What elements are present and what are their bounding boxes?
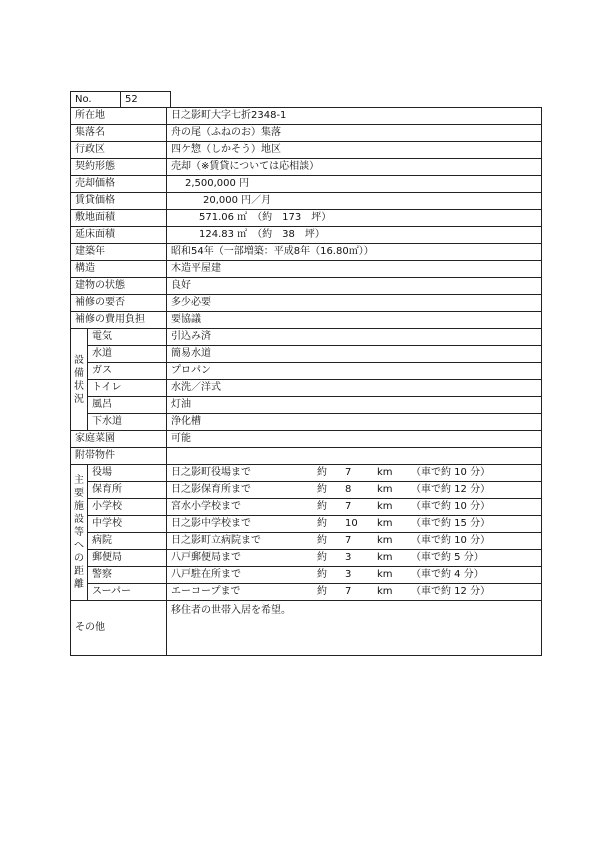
row-value: 多少必要 [167,295,542,312]
info-row-district [71,142,542,159]
distance-value [167,533,542,550]
distance-unit: km [377,467,393,478]
row-value: 木造平屋建 [167,261,542,278]
distance-label: 警察 [88,567,167,584]
distance-number: 3 [345,552,352,563]
distance-time: （車で約 10 分） [411,501,491,512]
distance-time: （車で約 10 分） [411,467,491,478]
distance-place: 日之影保育所まで [171,484,251,495]
row-value: 可能 [167,431,542,448]
distance-number: 3 [345,569,352,580]
row-value: 20,000 円／月 [167,193,542,210]
row-value: 2,500,000 円 [167,176,542,193]
row-value: 要協議 [167,312,542,329]
distance-row [71,465,542,482]
facility-value: 簡易水道 [167,346,542,363]
distance-value [167,482,542,499]
row-value: 四ケ惣（しかそう）地区 [167,142,542,159]
distance-approx: 約 [317,552,327,563]
row-value: 571.06 ㎡ （約 173 坪） [167,210,542,227]
distance-unit: km [377,518,393,529]
distance-number: 7 [345,501,352,512]
facility-row-electric [71,329,542,346]
distance-label: 役場 [88,465,167,482]
row-value: 良好 [167,278,542,295]
row-label: 延床面積 [71,227,167,244]
facility-label: 風呂 [88,397,167,414]
facility-row-water [71,346,542,363]
row-label: その他 [71,601,167,656]
no-value: 52 [121,92,171,108]
distance-number: 7 [345,467,352,478]
row-label: 構造 [71,261,167,278]
distance-place: 日之影中学校まで [171,518,251,529]
distance-row [71,499,542,516]
row-label: 売却価格 [71,176,167,193]
facility-label: 下水道 [88,414,167,431]
distance-row [71,533,542,550]
distance-label: スーパー [88,584,167,601]
distance-label: 保育所 [88,482,167,499]
facility-value: 引込み済 [167,329,542,346]
row-label: 契約形態 [71,159,167,176]
facility-row-toilet [71,380,542,397]
info-row-floor-area [71,227,542,244]
facility-row-sewer [71,414,542,431]
distance-place: 八戸郵便局まで [171,552,241,563]
row-value: 売却（※賃貸については応相談） [167,159,542,176]
info-row-land-area [71,210,542,227]
distance-value [167,516,542,533]
distance-time: （車で約 12 分） [411,586,491,597]
distance-row [71,482,542,499]
distance-time: （車で約 12 分） [411,484,491,495]
distance-place: エーコープまで [171,586,241,597]
facility-value: 浄化槽 [167,414,542,431]
facilities-group-label: 設備状況 [71,329,88,431]
info-row-attached [71,448,542,465]
distance-row [71,550,542,567]
property-info-table [70,107,542,656]
distance-value [167,584,542,601]
row-label: 敷地面積 [71,210,167,227]
row-label: 補修の費用負担 [71,312,167,329]
facility-row-gas [71,363,542,380]
distance-row [71,516,542,533]
info-row-village [71,125,542,142]
facility-label: ガス [88,363,167,380]
facility-label: 電気 [88,329,167,346]
distance-unit: km [377,569,393,580]
info-row-other [71,601,542,656]
facility-row-bath [71,397,542,414]
distance-approx: 約 [317,501,327,512]
distance-label: 中学校 [88,516,167,533]
distance-approx: 約 [317,484,327,495]
distance-unit: km [377,535,393,546]
distance-place: 宮水小学校まで [171,501,241,512]
distance-unit: km [377,586,393,597]
facility-label: トイレ [88,380,167,397]
distance-place: 日之影町役場まで [171,467,251,478]
facility-value: 水洗／洋式 [167,380,542,397]
distance-row [71,567,542,584]
distance-number: 8 [345,484,352,495]
distance-row [71,584,542,601]
distance-approx: 約 [317,467,327,478]
distance-number: 7 [345,535,352,546]
distance-place: 日之影町立病院まで [171,535,261,546]
distance-approx: 約 [317,518,327,529]
distance-time: （車で約 10 分） [411,535,491,546]
distance-unit: km [377,501,393,512]
row-value: 移住者の世帯入居を希望。 [167,601,542,656]
info-row-sale-price [71,176,542,193]
row-value [167,448,542,465]
row-value: 舟の尾（ふねのお）集落 [167,125,542,142]
distance-time: （車で約 5 分） [411,552,484,563]
distance-approx: 約 [317,586,327,597]
facility-label: 水道 [88,346,167,363]
property-number-table [70,91,171,108]
row-label: 家庭菜園 [71,431,167,448]
distance-unit: km [377,552,393,563]
info-row-address [71,108,542,125]
distance-place: 八戸駐在所まで [171,569,241,580]
row-value: 124.83 ㎡ （約 38 坪） [167,227,542,244]
row-label: 建物の状態 [71,278,167,295]
distance-value [167,567,542,584]
row-label: 補修の要否 [71,295,167,312]
distance-approx: 約 [317,569,327,580]
info-row-built-year [71,244,542,261]
row-value: 日之影町大字七折2348-1 [167,108,542,125]
info-row-rent-price [71,193,542,210]
distance-approx: 約 [317,535,327,546]
row-label: 賃貸価格 [71,193,167,210]
info-row-condition [71,278,542,295]
distance-number: 7 [345,586,352,597]
distance-value [167,499,542,516]
distance-number: 10 [345,518,358,529]
row-value: 昭和54年（一部増築：平成8年（16.80㎡）） [167,244,542,261]
facility-value: プロパン [167,363,542,380]
distance-label: 病院 [88,533,167,550]
row-label: 附帯物件 [71,448,167,465]
info-row-structure [71,261,542,278]
row-label: 建築年 [71,244,167,261]
info-row-garden [71,431,542,448]
distance-value [167,550,542,567]
row-label: 所在地 [71,108,167,125]
distances-group-label: 主要施設等への距離 [71,465,88,601]
info-row-contract [71,159,542,176]
row-label: 行政区 [71,142,167,159]
distance-value [167,465,542,482]
info-row-repair-need [71,295,542,312]
distance-label: 郵便局 [88,550,167,567]
distance-time: （車で約 15 分） [411,518,491,529]
facility-value: 灯油 [167,397,542,414]
distance-label: 小学校 [88,499,167,516]
distance-time: （車で約 4 分） [411,569,484,580]
no-label: No. [71,92,121,108]
row-label: 集落名 [71,125,167,142]
info-row-repair-cost [71,312,542,329]
distance-unit: km [377,484,393,495]
